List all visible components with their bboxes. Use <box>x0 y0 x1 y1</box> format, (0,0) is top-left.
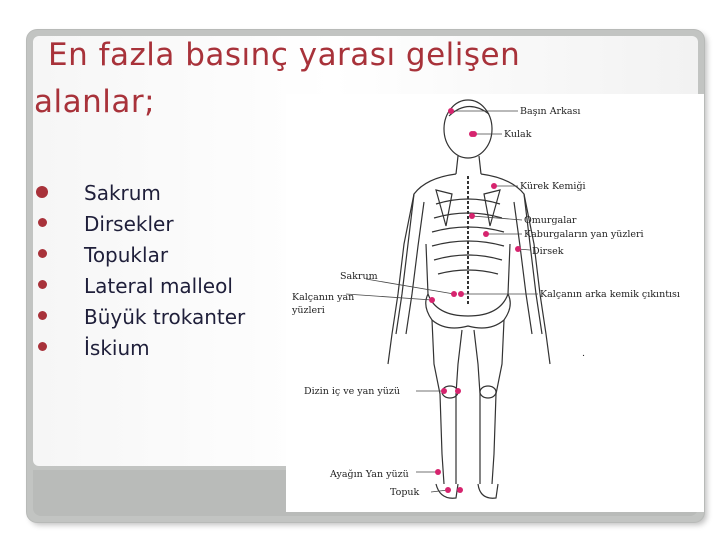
list-item <box>34 178 245 209</box>
marker-elbow <box>515 246 521 252</box>
label-ribs: Kaburgaların yan yüzleri <box>524 229 644 240</box>
marker-knee-right <box>455 388 461 394</box>
label-elbow: Dirsek <box>532 246 564 257</box>
label-knee: Dizin iç ve yan yüzü <box>304 386 401 397</box>
list-item <box>34 333 245 364</box>
label-ear: Kulak <box>504 129 532 140</box>
marker-scapula <box>491 183 497 189</box>
marker-hip-side <box>429 297 435 303</box>
body-outline <box>388 100 550 498</box>
bullet-icon <box>38 311 47 320</box>
body-diagram <box>286 94 704 512</box>
label-vertebrae: Omurgalar <box>524 215 577 226</box>
bullet-icon <box>38 280 47 289</box>
list-item <box>34 240 245 271</box>
pointer-lines <box>346 111 538 492</box>
marker-sacrum <box>451 291 457 297</box>
slide-title-line-2: alanlar; <box>34 84 156 120</box>
label-sacrum: Sakrum <box>340 271 378 282</box>
marker-hip-back <box>458 291 464 297</box>
label-ankle: Ayağın Yan yüzü <box>330 469 409 480</box>
bullet-text: Sakrum <box>84 181 161 205</box>
label-hip-side-2: yüzleri <box>292 305 325 316</box>
bullet-icon <box>38 342 47 351</box>
marker-ribs <box>483 231 489 237</box>
label-heel: Topuk <box>390 487 420 498</box>
bullet-icon <box>38 218 47 227</box>
label-scapula: Kürek Kemiği <box>520 181 586 192</box>
marker-heel-2 <box>457 487 463 493</box>
label-hip-side-1: Kalçanın yan <box>292 292 355 303</box>
slide-title-line-1: En fazla basınç yarası gelişen <box>48 37 521 73</box>
pressure-point-markers <box>429 108 521 493</box>
label-dot: . <box>582 348 586 359</box>
bullet-text: İskium <box>84 336 150 360</box>
anatomy-figure <box>286 94 704 512</box>
bullet-icon <box>38 249 47 258</box>
bullet-text: Büyük trokanter <box>84 305 246 329</box>
bullet-list <box>34 178 245 364</box>
bullet-icon <box>36 186 48 198</box>
marker-knee-left <box>441 388 447 394</box>
list-item <box>34 302 245 333</box>
marker-vertebrae <box>469 213 475 219</box>
bullet-text: Topuklar <box>84 243 169 267</box>
marker-ankle <box>435 469 441 475</box>
bullet-text: Lateral malleol <box>84 274 233 298</box>
list-item <box>34 209 245 240</box>
marker-heel <box>445 487 451 493</box>
bullet-text: Dirsekler <box>84 212 174 236</box>
marker-head-back <box>448 108 454 114</box>
label-hip-back: Kalçanın arka kemik çıkıntısı <box>540 289 680 300</box>
label-head-back: Başın Arkası <box>520 106 581 117</box>
list-item <box>34 271 245 302</box>
marker-ear-2 <box>469 131 475 137</box>
